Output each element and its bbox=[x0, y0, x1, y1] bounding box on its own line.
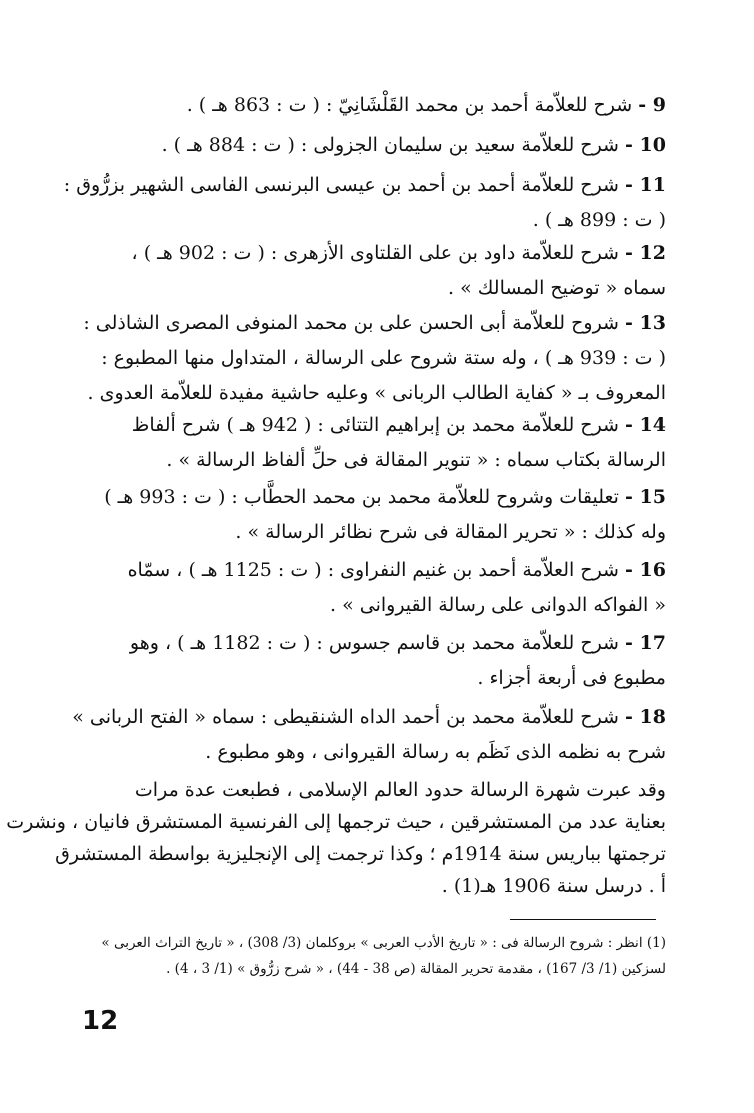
entry-number: 12 - bbox=[625, 242, 666, 264]
paragraph-line: وقد عبرت شهرة الرسالة حدود العالم الإسلامى ، فطبعت عدة مرات bbox=[134, 779, 666, 801]
entry-number: 10 - bbox=[625, 134, 666, 156]
entry-text-continued: المعروف بـ « كفاية الطالب الربانى » وعليه حاشية مفيدة للعلاّمة العدوى . bbox=[87, 382, 666, 404]
entry-text: شرح للعلاّمة محمد بن أحمد الداه الشنقيطى : سماه « الفتح الربانى » bbox=[72, 706, 619, 728]
entry-12 bbox=[88, 236, 666, 306]
entry-13 bbox=[83, 306, 666, 411]
entry-text: شروح للعلاّمة أبى الحسن على بن محمد المنوفى المصرى الشاذلى : bbox=[83, 312, 619, 334]
entry-text-continued: « الفواكه الدوانى على رسالة القيروانى » . bbox=[330, 594, 666, 616]
footnote bbox=[88, 930, 666, 982]
paragraph-line: بعناية عدد من المستشرقين ، حيث ترجمها إلى الفرنسية المستشرق فانيان ، ونشرت bbox=[6, 811, 666, 833]
entry-text: شرح العلاّمة أحمد بن غنيم النفراوى : ( ت : 1125 هـ ) ، سمّاه bbox=[127, 559, 619, 581]
entry-10 bbox=[88, 128, 666, 163]
entry-number: 14 - bbox=[625, 414, 666, 436]
entry-text-continued: مطبوع فى أربعة أجزاء . bbox=[477, 667, 666, 689]
entry-text: شرح للعلاّمة محمد بن قاسم جسوس : ( ت : 1182 هـ ) ، وهو bbox=[129, 632, 619, 654]
paragraph-line: أ . درسل سنة 1906 هـ(1) . bbox=[441, 875, 666, 897]
closing-paragraph bbox=[6, 774, 666, 902]
entry-number: 16 - bbox=[625, 559, 666, 581]
entry-17 bbox=[88, 626, 666, 696]
entry-number: 17 - bbox=[625, 632, 666, 654]
entry-text-continued: سماه « توضيح المسالك » . bbox=[448, 277, 666, 299]
entry-text: شرح للعلاّمة محمد بن إبراهيم التتائى : ( 942 هـ ) شرح ألفاظ bbox=[131, 414, 619, 436]
entry-16 bbox=[88, 553, 666, 623]
entry-text: شرح للعلاّمة داود بن على القلتاوى الأزهرى : ( ت : 902 هـ ) ، bbox=[131, 242, 619, 264]
footnote-line: لسزكين (1/ 3/ 167) ، مقدمة تحرير المقالة (ص 38 - 44) ، « شرح زرُّوق » (1/ 3 ، 4) . bbox=[166, 961, 666, 977]
entry-9 bbox=[88, 88, 666, 123]
entry-number: 18 - bbox=[625, 706, 666, 728]
entry-text: تعليقات وشروح للعلاّمة محمد بن محمد الحطَّاب : ( ت : 993 هـ ) bbox=[104, 486, 619, 508]
entry-text: شرح للعلاّمة أحمد بن أحمد بن عيسى البرنسى الفاسى الشهير بزرُّوق : bbox=[63, 174, 619, 196]
entry-text-continued: وله كذلك : « تحرير المقالة فى شرح نظائر الرسالة » . bbox=[235, 521, 666, 543]
entry-text: شرح للعلاّمة أحمد بن محمد القَلْشَانِيّ : ( ت : 863 هـ ) . bbox=[186, 94, 633, 116]
entry-number: 11 - bbox=[625, 174, 666, 196]
entry-number: 9 - bbox=[638, 94, 666, 116]
entry-14 bbox=[88, 408, 666, 478]
paragraph-line: ترجمتها بباريس سنة 1914م ؛ وكذا ترجمت إلى الإنجليزية بواسطة المستشرق bbox=[55, 843, 666, 865]
entry-text-continued: الرسالة بكتاب سماه : « تنوير المقالة فى حلِّ ألفاظ الرسالة » . bbox=[166, 449, 666, 471]
entry-text-continued: شرح به نظمه الذى نَظَم به رسالة القيروانى ، وهو مطبوع . bbox=[205, 741, 666, 763]
entry-18 bbox=[72, 700, 666, 770]
entry-text-continued: ( ت : 939 هـ ) ، وله ستة شروح على الرسالة ، المتداول منها المطبوع : bbox=[101, 347, 666, 369]
entry-text: شرح للعلاّمة سعيد بن سليمان الجزولى : ( ت : 884 هـ ) . bbox=[161, 134, 619, 156]
entry-number: 13 - bbox=[625, 312, 666, 334]
entry-11 bbox=[63, 168, 666, 238]
entry-number: 15 - bbox=[625, 486, 666, 508]
page-number: 12 bbox=[82, 1006, 119, 1036]
entry-15 bbox=[88, 480, 666, 550]
footnote-divider bbox=[510, 919, 656, 920]
footnote-line: (1) انظر : شروح الرسالة فى : « تاريخ الأدب العربى » بروكلمان (3/ 308) ، « تاريخ التراث العربى » bbox=[101, 935, 666, 951]
entry-text-continued: ( ت : 899 هـ ) . bbox=[532, 209, 666, 231]
